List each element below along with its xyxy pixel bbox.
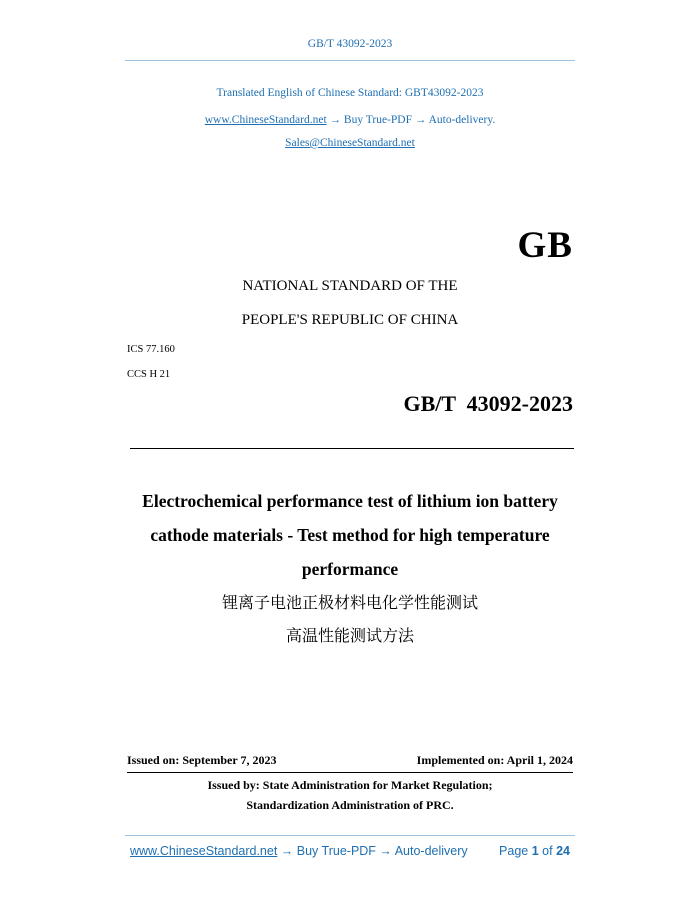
email-line — [0, 137, 700, 149]
english-title: Electrochemical performance test of lithium ion battery cathode materials - Test method for high temperature performance — [142, 491, 558, 579]
chinese-title-line2: 高温性能测试方法 — [285, 626, 414, 645]
issued-on: Issued on: September 7, 2023 — [127, 753, 277, 767]
header-standard-number: GB/T 43092-2023 — [307, 38, 393, 50]
translated-line: Translated English of Chinese Standard: GBT43092-2023 — [216, 87, 484, 99]
issue-divider — [127, 772, 573, 773]
ics-code: ICS 77.160 — [127, 344, 175, 355]
issued-by-line1: Issued by: State Administration for Market Regulation; — [207, 778, 493, 792]
footer-site-link[interactable]: www.ChineseStandard.net — [130, 844, 278, 858]
chinese-title-line1: 锂离子电池正极材料电化学性能测试 — [221, 593, 478, 612]
gb-logo: GB — [517, 225, 573, 266]
page-indicator — [499, 844, 570, 858]
issued-by-line2: Standardization Administration of PRC. — [246, 798, 454, 812]
footer-divider — [125, 835, 575, 836]
header-divider — [125, 60, 575, 61]
implemented-on: Implemented on: April 1, 2024 — [416, 753, 573, 767]
national-standard-line1: NATIONAL STANDARD OF THE — [242, 278, 458, 294]
footer-purchase-text: → Buy True-PDF → Auto-delivery — [277, 844, 468, 858]
page-label: Page — [499, 844, 529, 858]
title-divider — [130, 448, 574, 449]
purchase-line — [0, 114, 700, 126]
page-current: 1 — [531, 844, 539, 858]
standard-code: GB/T 43092-2023 — [403, 391, 573, 416]
page-total: 24 — [556, 844, 570, 858]
purchase-text: → Buy True-PDF → Auto-delivery. — [326, 114, 496, 126]
page-of: of — [542, 844, 553, 858]
email-link[interactable]: Sales@ChineseStandard.net — [285, 137, 415, 149]
footer-purchase-line — [130, 844, 468, 858]
ccs-code: CCS H 21 — [127, 369, 171, 380]
national-standard-line2: PEOPLE'S REPUBLIC OF CHINA — [241, 312, 459, 328]
site-link[interactable]: www.ChineseStandard.net — [204, 114, 327, 126]
